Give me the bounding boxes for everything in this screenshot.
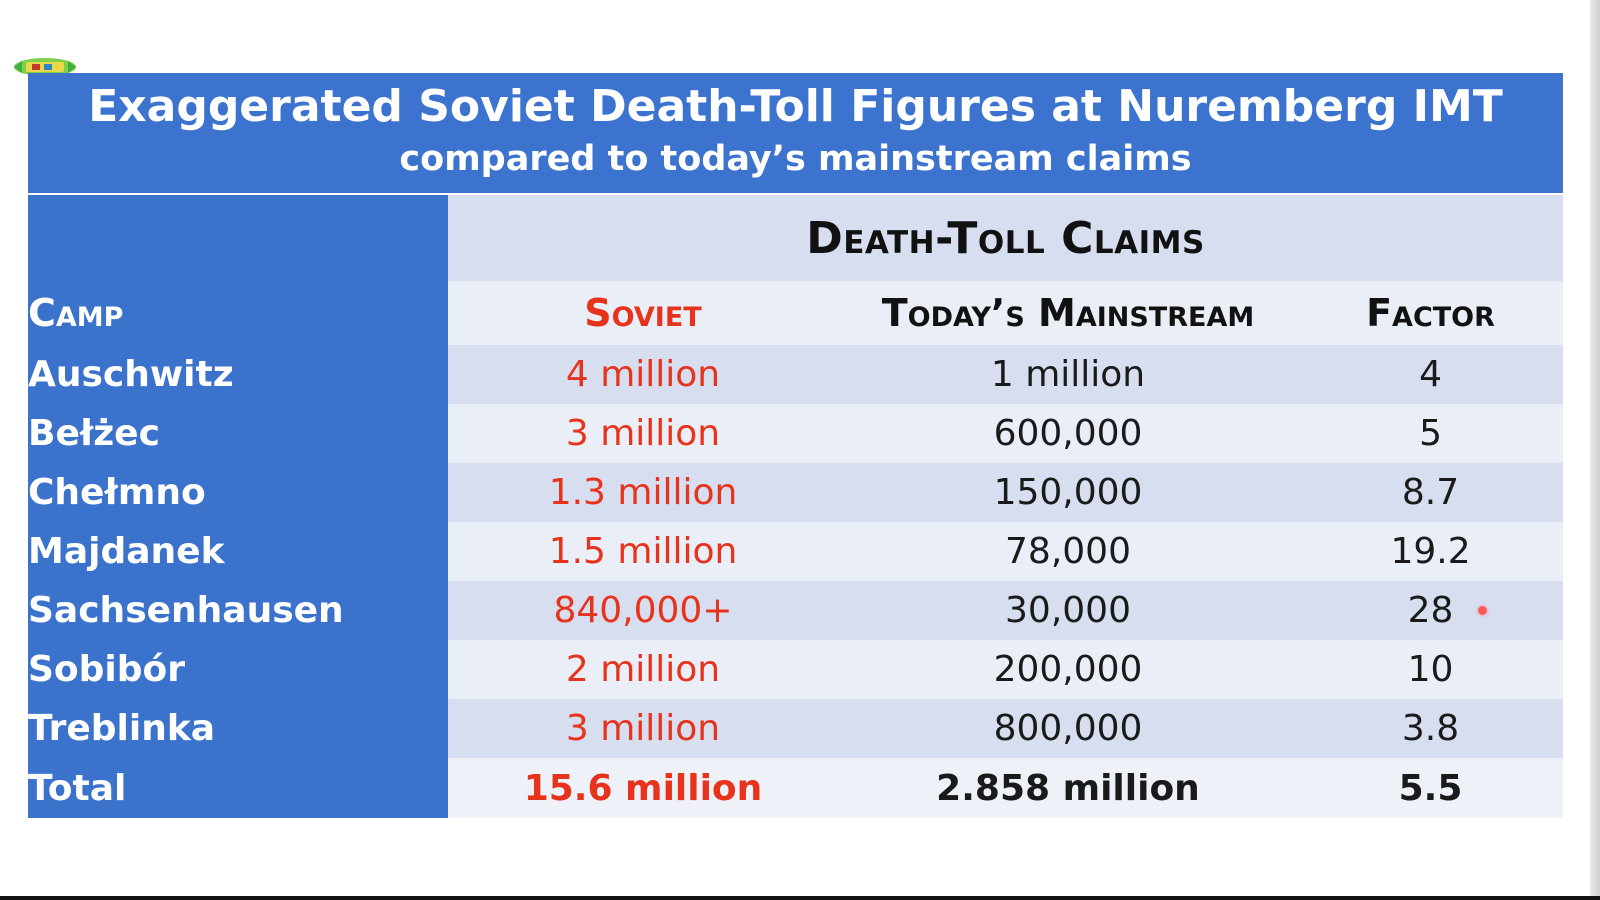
death-toll-table	[28, 195, 1563, 818]
factor-value: 8.7	[1298, 463, 1563, 522]
mainstream-claim: 30,000	[838, 581, 1298, 640]
camp-header-spacer	[28, 195, 448, 281]
total-row	[28, 758, 1563, 818]
camp-name: Chełmno	[28, 463, 448, 522]
soviet-claim: 1.3 million	[448, 463, 838, 522]
soviet-claim: 840,000+	[448, 581, 838, 640]
soviet-claim: 4 million	[448, 345, 838, 404]
camp-name: Treblinka	[28, 699, 448, 758]
total-mainstream: 2.858 million	[838, 758, 1298, 818]
column-header-soviet: Soviet	[448, 281, 838, 345]
table-row	[28, 640, 1563, 699]
soviet-claim: 2 million	[448, 640, 838, 699]
soviet-claim: 1.5 million	[448, 522, 838, 581]
group-header: Death-Toll Claims	[806, 212, 1205, 264]
camp-name: Sobibór	[28, 640, 448, 699]
page-edge	[1590, 0, 1600, 900]
mainstream-claim: 1 million	[838, 345, 1298, 404]
table-row	[28, 463, 1563, 522]
column-header-factor: Factor	[1298, 281, 1563, 345]
mainstream-claim: 78,000	[838, 522, 1298, 581]
table-row	[28, 404, 1563, 463]
column-header-mainstream: Today’s Mainstream	[838, 281, 1298, 345]
table-group-header-row	[28, 195, 1563, 281]
slide-subtitle: compared to today’s mainstream claims	[399, 139, 1192, 179]
factor-value: 28	[1298, 581, 1563, 640]
total-soviet: 15.6 million	[448, 758, 838, 818]
soviet-claim: 3 million	[448, 404, 838, 463]
soviet-claim: 3 million	[448, 699, 838, 758]
factor-value: 5	[1298, 404, 1563, 463]
table-row	[28, 699, 1563, 758]
mainstream-claim: 600,000	[838, 404, 1298, 463]
table-row	[28, 345, 1563, 404]
factor-value: 4	[1298, 345, 1563, 404]
camp-name: Bełżec	[28, 404, 448, 463]
factor-value: 3.8	[1298, 699, 1563, 758]
slide-title: Exaggerated Soviet Death-Toll Figures at Nuremberg IMT	[88, 81, 1503, 132]
mainstream-claim: 800,000	[838, 699, 1298, 758]
table-row	[28, 522, 1563, 581]
factor-value: 10	[1298, 640, 1563, 699]
mainstream-claim: 200,000	[838, 640, 1298, 699]
total-factor: 5.5	[1298, 758, 1563, 818]
laser-pointer-dot	[1478, 606, 1487, 615]
table-column-header-row	[28, 281, 1563, 345]
column-header-camp: Camp	[28, 281, 448, 345]
total-label: Total	[28, 758, 448, 818]
table-row	[28, 581, 1563, 640]
mainstream-claim: 150,000	[838, 463, 1298, 522]
factor-value: 19.2	[1298, 522, 1563, 581]
camp-name: Sachsenhausen	[28, 581, 448, 640]
group-header-cell	[448, 195, 1563, 281]
camp-name: Majdanek	[28, 522, 448, 581]
camp-name: Auschwitz	[28, 345, 448, 404]
bottom-edge	[0, 896, 1600, 900]
slide-title-banner	[28, 73, 1563, 193]
